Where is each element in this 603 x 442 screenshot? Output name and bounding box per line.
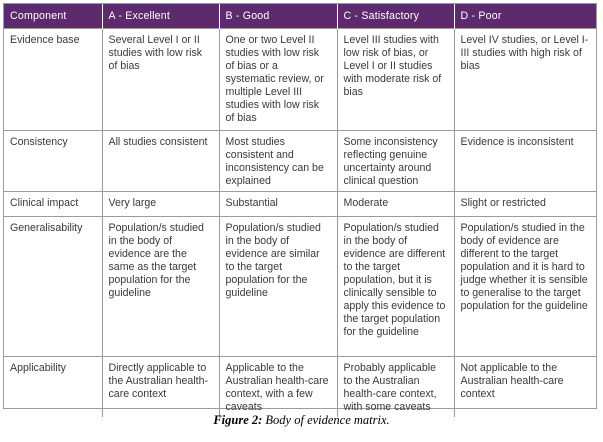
cell-b: Substantial bbox=[219, 192, 337, 217]
figure-caption bbox=[0, 413, 603, 428]
cell-c: Probably applicable to the Australian health-care context, with some caveats bbox=[337, 357, 454, 418]
cell-d: Slight or restricted bbox=[454, 192, 596, 217]
cell-b: One or two Level II studies with low risk of bias or a systematic review, or multiple Level III studies with low risk of bias bbox=[219, 29, 337, 131]
cell-c: Population/s studied in the body of evidence are different to the target population, but it is clinically sensible to apply this evidence to the target population for the guideline bbox=[337, 217, 454, 357]
row-consistency bbox=[4, 131, 596, 192]
cell-component: Evidence base bbox=[4, 29, 102, 131]
header-row bbox=[4, 4, 596, 29]
cell-component: Clinical impact bbox=[4, 192, 102, 217]
cell-c: Level III studies with low risk of bias, or Level I or II studies with moderate risk of bias bbox=[337, 29, 454, 131]
row-generalisability bbox=[4, 217, 596, 357]
evidence-matrix-table bbox=[4, 4, 596, 417]
cell-b: Population/s studied in the body of evidence are similar to the target population for the guideline bbox=[219, 217, 337, 357]
row-clinical-impact bbox=[4, 192, 596, 217]
cell-c: Moderate bbox=[337, 192, 454, 217]
header-component: Component bbox=[4, 4, 102, 29]
row-applicability bbox=[4, 357, 596, 418]
figure-caption-label: Figure 2: bbox=[213, 413, 263, 427]
cell-a: All studies consistent bbox=[102, 131, 219, 192]
header-c-satisfactory: C - Satisfactory bbox=[337, 4, 454, 29]
row-evidence-base bbox=[4, 29, 596, 131]
cell-d: Population/s studied in the body of evidence are different to the target population and it is hard to judge whether it is sensible to generalise to the target population for the guideline bbox=[454, 217, 596, 357]
cell-a: Population/s studied in the body of evidence are the same as the target population for the guideline bbox=[102, 217, 219, 357]
cell-a: Very large bbox=[102, 192, 219, 217]
cell-c: Some inconsistency reflecting genuine uncertainty around clinical question bbox=[337, 131, 454, 192]
cell-d: Not applicable to the Australian health-care context bbox=[454, 357, 596, 418]
cell-d: Level IV studies, or Level I-III studies with high risk of bias bbox=[454, 29, 596, 131]
header-b-good: B - Good bbox=[219, 4, 337, 29]
cell-d: Evidence is inconsistent bbox=[454, 131, 596, 192]
cell-a: Directly applicable to the Australian health-care context bbox=[102, 357, 219, 418]
cell-component: Applicability bbox=[4, 357, 102, 418]
header-a-excellent: A - Excellent bbox=[102, 4, 219, 29]
cell-component: Generalisability bbox=[4, 217, 102, 357]
header-d-poor: D - Poor bbox=[454, 4, 596, 29]
cell-b: Most studies consistent and inconsistency can be explained bbox=[219, 131, 337, 192]
figure-caption-text: Body of evidence matrix. bbox=[265, 413, 390, 427]
cell-component: Consistency bbox=[4, 131, 102, 192]
cell-a: Several Level I or II studies with low risk of bias bbox=[102, 29, 219, 131]
cell-b: Applicable to the Australian health-care context, with a few caveats bbox=[219, 357, 337, 418]
evidence-matrix-frame bbox=[3, 3, 597, 413]
